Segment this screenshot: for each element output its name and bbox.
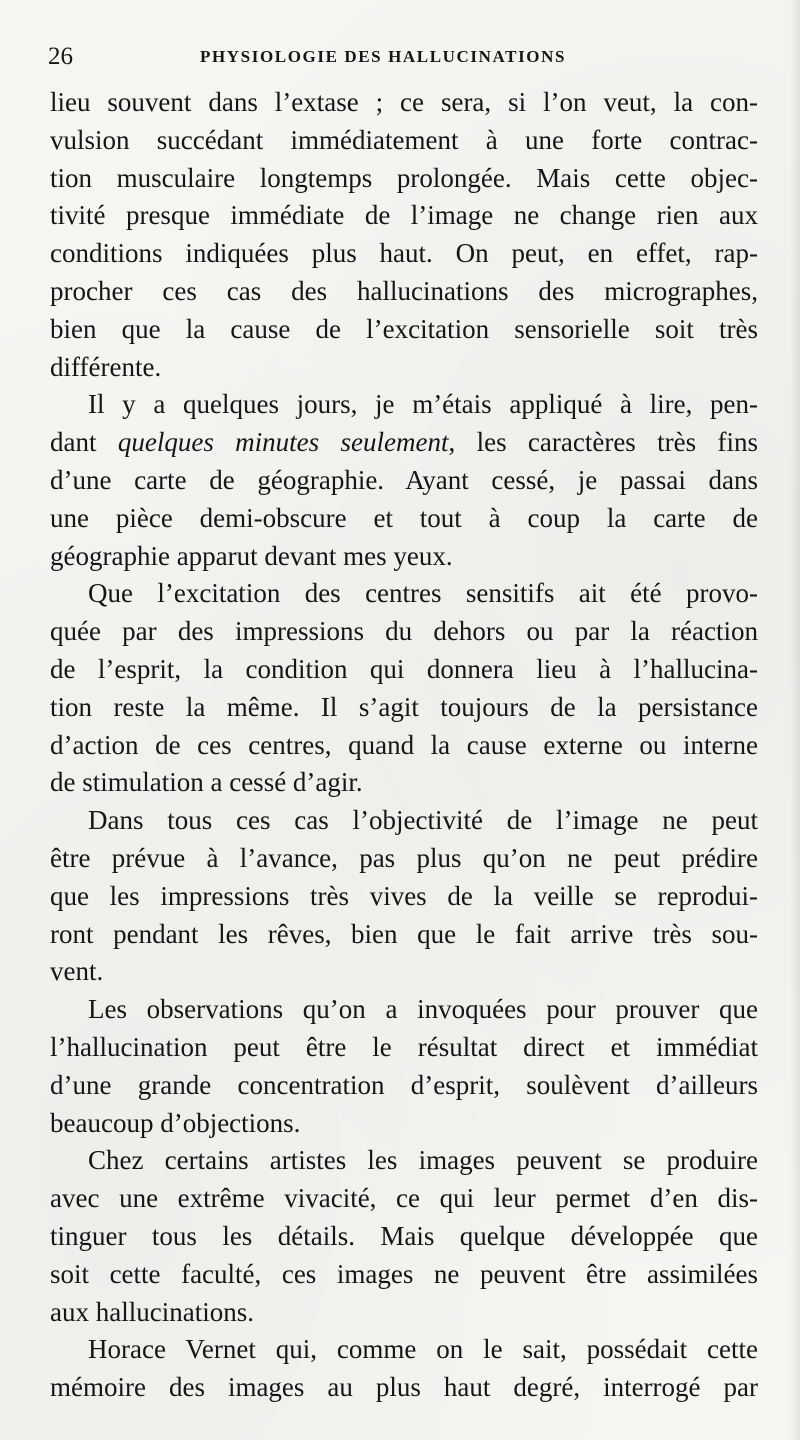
text-line: l’hallucination peut être le résultat direct et immédiat [50,1031,758,1062]
text-line: quée par des impressions du dehors ou par la réaction [50,616,758,647]
page-edge-shadow [790,0,800,1440]
text-line: différente. [50,351,162,382]
text-line: de l’esprit, la condition qui donnera lieu à l’hallucina- [50,653,758,684]
text-run: dant [50,427,118,458]
text-line: que les impressions très vives de la veille se reprodui- [50,880,758,911]
text-line: tivité presque immédiate de l’image ne change rien aux [50,200,758,231]
running-title: PHYSIOLOGIE DES HALLUCINATIONS [200,47,567,66]
text-line: d’action de ces centres, quand la cause externe ou interne [50,729,758,760]
text-line: vent. [50,956,104,987]
text-line: conditions indiquées plus haut. On peut, en effet, rap- [50,238,758,269]
text-line: vulsion succédant immédiatement à une forte contrac- [50,124,758,155]
text-run: , les caractères très fins [448,427,758,458]
text-line: d’une carte de géographie. Ayant cessé, je passai dans [50,464,758,495]
page-header [48,42,758,72]
text-line: ront pendant les rêves, bien que le fait arrive très sou- [50,918,758,949]
text-line: de stimulation a cessé d’agir. [50,767,363,798]
text-line: Les observations qu’on a invoquées pour prouver que [88,994,758,1025]
text-line: une pièce demi-obscure et tout à coup la carte de [50,502,758,533]
text-line: lieu souvent dans l’extase ; ce sera, si l’on veut, la con- [50,87,758,117]
text-line: tinguer tous les détails. Mais quelque développée que [50,1220,758,1251]
text-line: beaucoup d’objections. [50,1107,301,1138]
text-line: Dans tous ces cas l’objectivité de l’image ne peut [88,805,758,836]
text-line: soit cette faculté, ces images ne peuvent être assimilées [50,1258,758,1289]
text-line: procher ces cas des hallucinations des micrographes, [50,275,758,306]
text-line-with-italic [50,424,758,462]
text-line: tion reste la même. Il s’agit toujours de la persistance [50,691,758,722]
italic-phrase: quelques minutes seulement [117,427,449,458]
text-line: mémoire des images au plus haut degré, interrogé par [50,1372,758,1403]
text-line: Chez certains artistes les images peuvent se produire [88,1145,758,1176]
text-line: Que l’excitation des centres sensitifs ait été provo- [88,578,758,609]
text-line: tion musculaire longtemps prolongée. Mais cette objec- [50,162,758,193]
text-line: géographie apparut devant mes yeux. [50,540,453,571]
text-line: Horace Vernet qui, comme on le sait, possédait cette [88,1334,758,1365]
page-number: 26 [48,43,73,70]
text-line: être prévue à l’avance, pas plus qu’on ne peut prédire [50,842,758,873]
text-line: bien que la cause de l’excitation sensorielle soit très [50,313,758,344]
text-line: d’une grande concentration d’esprit, soulèvent d’ailleurs [50,1069,758,1100]
text-line: avec une extrême vivacité, ce qui leur permet d’en dis- [50,1183,758,1214]
text-line: Il y a quelques jours, je m’étais appliqué à lire, pen- [88,389,758,420]
text-line: aux hallucinations. [50,1296,254,1327]
body-text [50,84,758,1407]
